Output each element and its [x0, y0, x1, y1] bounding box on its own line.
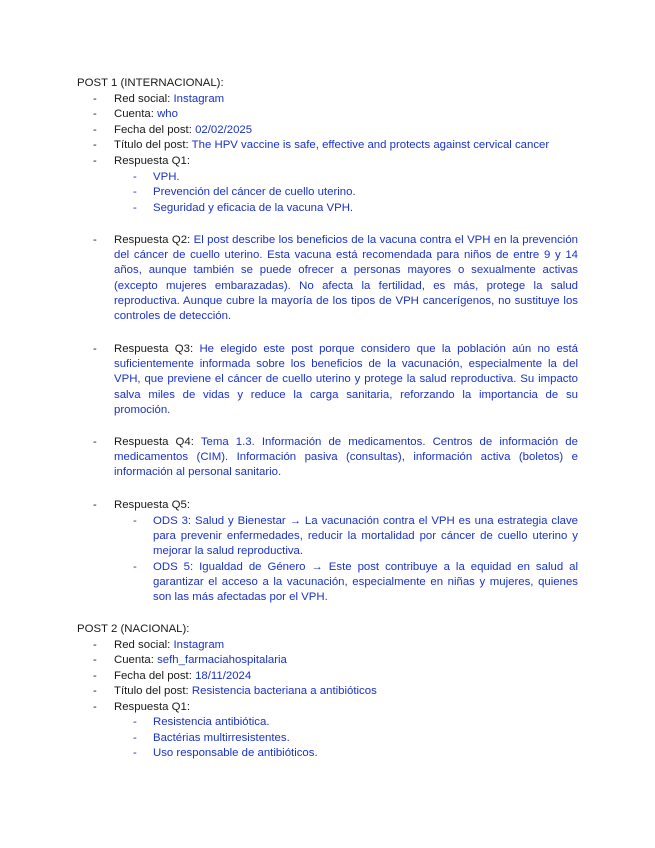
- bullet: -: [133, 515, 137, 527]
- q4-label: Respuesta Q4:: [114, 436, 201, 448]
- q1-item: Prevención del cáncer de cuello uterino.: [153, 186, 356, 198]
- bullet: -: [93, 685, 97, 697]
- cuenta-label: Cuenta:: [114, 654, 158, 666]
- q3-answer: He elegido este post porque considero que la población aún no está suficientemente informada sobre los beneficios de la vacunación, especialmente la del VPH, que previene el cáncer de cuello uterino y protege la salud reproductiva. Su impacto salva miles de vidas y reduce la carga sanitaria, reforzando la importancia de su promoción.: [114, 343, 578, 416]
- fecha-value: 18/11/2024: [195, 670, 252, 682]
- q5-item: ODS 5: Igualdad de Género → Este post contribuye a la equidad en salud al garantizar el acceso a la vacunación, especialmente en niñas y mujeres, quienes son las más afectadas por el VPH.: [153, 561, 578, 604]
- q1-item: Seguridad y eficacia de la vacuna VPH.: [153, 202, 354, 214]
- fecha-label: Fecha del post:: [114, 124, 196, 136]
- q4-answer: Tema 1.3. Información de medicamentos. Centros de información de medicamentos (CIM). Información pasiva (consultas), información activa (boletos) e información al personal sanitario.: [114, 436, 578, 479]
- red-social-label: Red social:: [114, 639, 174, 651]
- red-social-value: Instagram: [173, 93, 225, 105]
- bullet: -: [93, 654, 97, 666]
- titulo-value: The HPV vaccine is safe, effective and protects against cervical cancer: [191, 139, 550, 151]
- bullet: -: [133, 716, 137, 728]
- q2-answer: El post describe los beneficios de la vacuna contra el VPH en la prevención del cáncer de cuello uterino. Esta vacuna está recomendada para niños de entre 9 y 14 años, aunque también se puede ofrecer a personas mayores o sexualmente activas (excepto mujeres embarazadas). No afecta la fertilidad, es más, protege la salud reproductiva. Aunque cubre la mayoría de los tipos de VPH cancerígenos, no sustituye los controles de detección.: [114, 234, 578, 323]
- titulo-label: Título del post:: [114, 685, 192, 697]
- bullet: -: [133, 202, 137, 214]
- bullet: -: [93, 499, 97, 511]
- titulo-label: Título del post:: [114, 139, 192, 151]
- q1-item: Resistencia antibiótica.: [153, 716, 270, 728]
- bullet: -: [93, 343, 97, 355]
- bullet: -: [93, 436, 97, 448]
- q1-item: VPH.: [153, 171, 180, 183]
- q1-item: Uso responsable de antibióticos.: [153, 747, 318, 759]
- post1-title: POST 1 (INTERNACIONAL):: [77, 77, 224, 89]
- q1-label: Respuesta Q1:: [114, 701, 190, 713]
- bullet: -: [93, 234, 97, 246]
- bullet: -: [93, 670, 97, 682]
- q2-label: Respuesta Q2:: [114, 234, 194, 246]
- bullet: -: [133, 186, 137, 198]
- q1-label: Respuesta Q1:: [114, 155, 190, 167]
- bullet: -: [133, 747, 137, 759]
- cuenta-value: who: [157, 108, 178, 120]
- fecha-label: Fecha del post:: [114, 670, 196, 682]
- bullet: -: [93, 108, 97, 120]
- bullet: -: [93, 155, 97, 167]
- q5-item: ODS 3: Salud y Bienestar → La vacunación contra el VPH es una estrategia clave para prevenir enfermedades, reducir la mortalidad por cáncer de cuello uterino y mejorar la salud reproductiva.: [153, 515, 578, 558]
- bullet: -: [93, 139, 97, 151]
- bullet: -: [133, 171, 137, 183]
- q1-item: Bactérias multirresistentes.: [153, 732, 290, 744]
- bullet: -: [93, 701, 97, 713]
- cuenta-value: sefh_farmaciahospitalaria: [157, 654, 287, 666]
- cuenta-label: Cuenta:: [114, 108, 158, 120]
- bullet: -: [93, 124, 97, 136]
- bullet: -: [93, 93, 97, 105]
- red-social-value: Instagram: [173, 639, 225, 651]
- bullet: -: [93, 639, 97, 651]
- bullet: -: [133, 561, 137, 573]
- q3-label: Respuesta Q3:: [114, 343, 200, 355]
- post2-title: POST 2 (NACIONAL):: [77, 623, 190, 635]
- bullet: -: [133, 732, 137, 744]
- titulo-value: Resistencia bacteriana a antibióticos: [191, 685, 377, 697]
- fecha-value: 02/02/2025: [195, 124, 253, 136]
- red-social-label: Red social:: [114, 93, 174, 105]
- q5-label: Respuesta Q5:: [114, 499, 190, 511]
